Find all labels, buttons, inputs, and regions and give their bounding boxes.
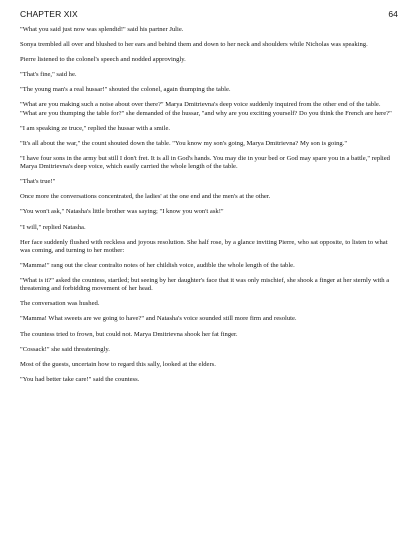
paragraph: "Cossack!" she said threateningly. [20,345,110,353]
paragraph: Once more the conversations concentrated, the ladies' at the one end and the men's at the other. [20,193,271,201]
paragraph: "What are you making such a noise about over there?" Marya Dmitrievna's deep voice suddenly inquired from the other end of the table. "What are you thumping the table for?" she demanded of the hussar, "and why are you exciting yourself? Do you think the French are here?" [20,101,392,117]
paragraph: Her face suddenly flushed with reckless and joyous resolution. She half rose, by a glance inviting Pierre, who sat opposite, to listen to what was coming, and turning to her mother: [20,238,388,254]
page-header [20,9,398,19]
paragraph: "That's fine," said he. [20,71,77,79]
paragraph: "I am speaking ze truce," replied the hussar with a smile. [20,124,171,132]
paragraph: Sonya trembled all over and blushed to her ears and behind them and down to her neck and shoulders while Nicholas was speaking. [20,41,368,49]
page-body [20,26,398,391]
paragraph: "Mamma!" rang out the clear contralto notes of her childish voice, audible the whole length of the table. [20,261,295,269]
paragraph: "The young man's a real hussar!" shouted the colonel, again thumping the table. [20,86,231,94]
paragraph: "I have four sons in the army but still I don't fret. It is all in God's hands. You may die in your bed or God may spare you in a battle," replied Marya Dmitrievna's deep voice, which easily carried the whole length of the table. [20,154,390,171]
paragraph: Pierre listened to the colonel's speech and nodded approvingly. [20,56,186,64]
paragraph: "I will," replied Natasha. [20,223,86,231]
paragraph: "It's all about the war," the count shouted down the table. "You know my son's going, Marya Dmitrievna? My son is going." [20,139,348,147]
paragraph: "What is it?" asked the countess, startled; but seeing by her daughter's face that it was only mischief, she shook a finger at her sternly with a threatening and forbidding movement of her head. [20,277,390,293]
paragraph: Most of the guests, uncertain how to regard this sally, looked at the elders. [20,360,216,368]
page-number: 64 [388,9,398,19]
chapter-title: CHAPTER XIX [20,9,78,19]
paragraph: "You won't ask," Natasha's little brother was saying; "I know you won't ask!" [20,208,224,216]
paragraph: The countess tried to frown, but could not. Marya Dmitrievna shook her fat finger. [20,330,238,338]
paragraph: "Mamma! What sweets are we going to have?" and Natasha's voice sounded still more firm and resolute. [20,315,297,323]
paragraph: "That's true!" [20,178,56,186]
paragraph: The conversation was hushed. [20,300,100,308]
paragraph: "What you said just now was splendid!" said his partner Julie. [20,26,184,33]
paragraph: "You had better take care!" said the countess. [20,375,140,383]
